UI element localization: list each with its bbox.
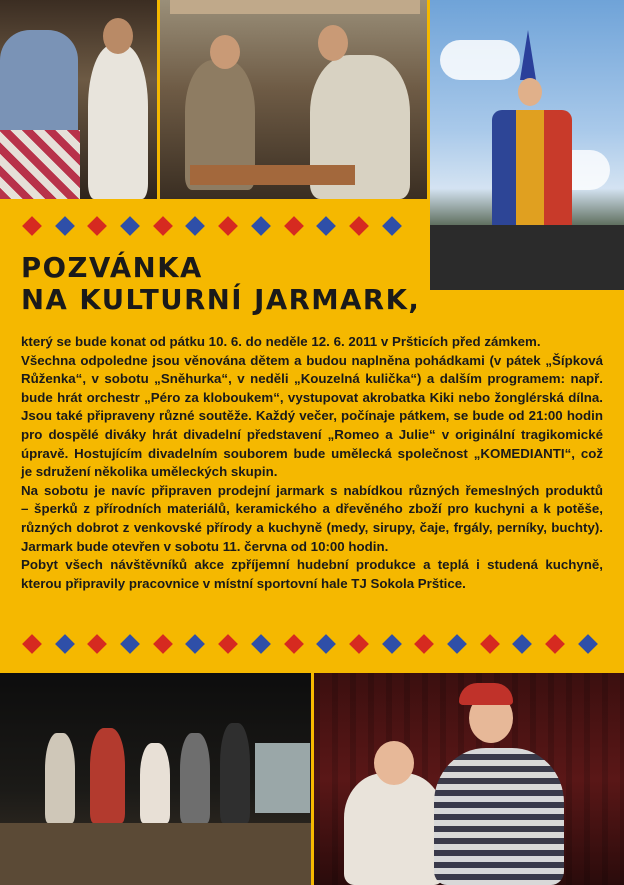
performer-head <box>518 78 542 106</box>
body-line: bude hrát orchestr „Péro za kloboukem“, vystupovat akrobatka Kiki nebo žonglérská dílna. <box>21 389 603 405</box>
actor-figure <box>90 728 125 823</box>
diamond-ornament <box>284 634 304 654</box>
body-line: různých dobrot z venkovské přírody a kuchyně (medy, sirupy, čaje, frgály, perníky, buchty). <box>21 519 603 535</box>
diamond-ornament <box>218 216 238 236</box>
red-hat <box>459 683 513 705</box>
stage-floor <box>0 823 311 885</box>
actor-figure <box>434 748 564 885</box>
diamond-ornament <box>153 216 173 236</box>
diamond-ornament <box>382 216 402 236</box>
marionette-table <box>190 165 355 185</box>
actor-figure <box>180 733 210 823</box>
diamond-ornament <box>316 216 336 236</box>
body-line: Růženka“, v sobotu „Sněhurka“, v neděli „Kouzelná kulička“) a dalším programem: např. <box>21 371 603 387</box>
puppet-theatre-stage <box>0 30 78 130</box>
body-line: Pobyt všech návštěvníků akce zpříjemní hudební produkce a teplá i studená kuchyně, <box>21 557 603 573</box>
diamond-ornament <box>87 216 107 236</box>
diamond-ornament <box>218 634 238 654</box>
diamond-ornament <box>414 634 434 654</box>
diamond-ornament <box>153 634 173 654</box>
diamond-ornament <box>251 216 271 236</box>
diamond-ornament <box>186 634 206 654</box>
diamond-ornament <box>55 216 75 236</box>
puppeteer-figure <box>88 45 148 199</box>
crowd <box>430 225 624 290</box>
decorative-diamond-row-top <box>25 219 417 233</box>
body-line: je sdružení několika uměleckých skupin. <box>21 464 278 480</box>
diamond-ornament <box>87 634 107 654</box>
actor-figure <box>140 743 170 823</box>
diamond-ornament <box>22 634 42 654</box>
puppeteer-head <box>103 18 133 54</box>
diamond-ornament <box>480 634 500 654</box>
body-line: Jarmark bude otevřen v sobotu 11. června od 10:00 hodin. <box>21 538 389 554</box>
body-line: úpravě. Hostujícím divadelním souborem bude umělecká společnost „KOMEDIANTI“, což <box>21 445 603 461</box>
photo-two-puppeteers <box>160 0 427 199</box>
pointed-hat <box>520 30 536 80</box>
body-line: Na sobotu je navíc připraven prodejní jarmark s nabídkou různých řemeslných produktů <box>21 482 603 498</box>
body-line: Všechna odpoledne jsou věnována dětem a budou naplněna pohádkami (v pátek „Šípková <box>21 352 603 368</box>
invitation-body <box>21 333 603 593</box>
actor-figure <box>45 733 75 823</box>
diamond-ornament <box>447 634 467 654</box>
diamond-ornament <box>120 634 140 654</box>
photo-two-actors-in-costume <box>314 673 624 885</box>
puppeteer-right-head <box>318 25 348 61</box>
decorative-diamond-row-bottom <box>25 637 613 651</box>
diamond-ornament <box>22 216 42 236</box>
diamond-ornament <box>55 634 75 654</box>
diamond-ornament <box>284 216 304 236</box>
diamond-ornament <box>120 216 140 236</box>
heading-line-1: POZVÁNKA <box>21 252 203 284</box>
photo-stage-performance <box>0 673 311 885</box>
stage-curtain <box>0 130 80 199</box>
photo-performer-on-stilts <box>430 0 624 290</box>
diamond-ornament <box>186 216 206 236</box>
diamond-ornament <box>578 634 598 654</box>
wooden-beam <box>170 0 420 14</box>
diamond-ornament <box>382 634 402 654</box>
diamond-ornament <box>349 634 369 654</box>
body-line: kterou připravily pracovnice v místní sportovní hale TJ Sokola Prštice. <box>21 575 466 591</box>
body-line: pro dospělé diváky hrát divadelní představení „Romeo a Julie“ v originální tragikomické <box>21 426 603 442</box>
body-line: Jsou také připraveny různé soutěže. Každý večer, počínaje pátkem, se bude od 21:00 hodin <box>21 408 603 424</box>
actress-figure <box>344 773 444 885</box>
invitation-heading <box>21 252 420 316</box>
diamond-ornament <box>251 634 271 654</box>
diamond-ornament <box>512 634 532 654</box>
diamond-ornament <box>316 634 336 654</box>
stage-prop <box>255 743 310 813</box>
cloud <box>440 40 520 80</box>
actress-head <box>374 741 414 785</box>
diamond-ornament <box>545 634 565 654</box>
photo-puppeteer-with-marionettes <box>0 0 157 199</box>
body-line: který se bude konat od pátku 10. 6. do neděle 12. 6. 2011 v Pršticích před zámkem. <box>21 334 541 349</box>
body-line: – šperků z přírodních materiálů, keramického a dřevěného zboží pro kuchyni a k potěše, <box>21 501 603 517</box>
diamond-ornament <box>349 216 369 236</box>
actor-figure <box>220 723 250 823</box>
puppeteer-left-head <box>210 35 240 69</box>
heading-line-2: NA KULTURNÍ JARMARK, <box>21 284 421 316</box>
